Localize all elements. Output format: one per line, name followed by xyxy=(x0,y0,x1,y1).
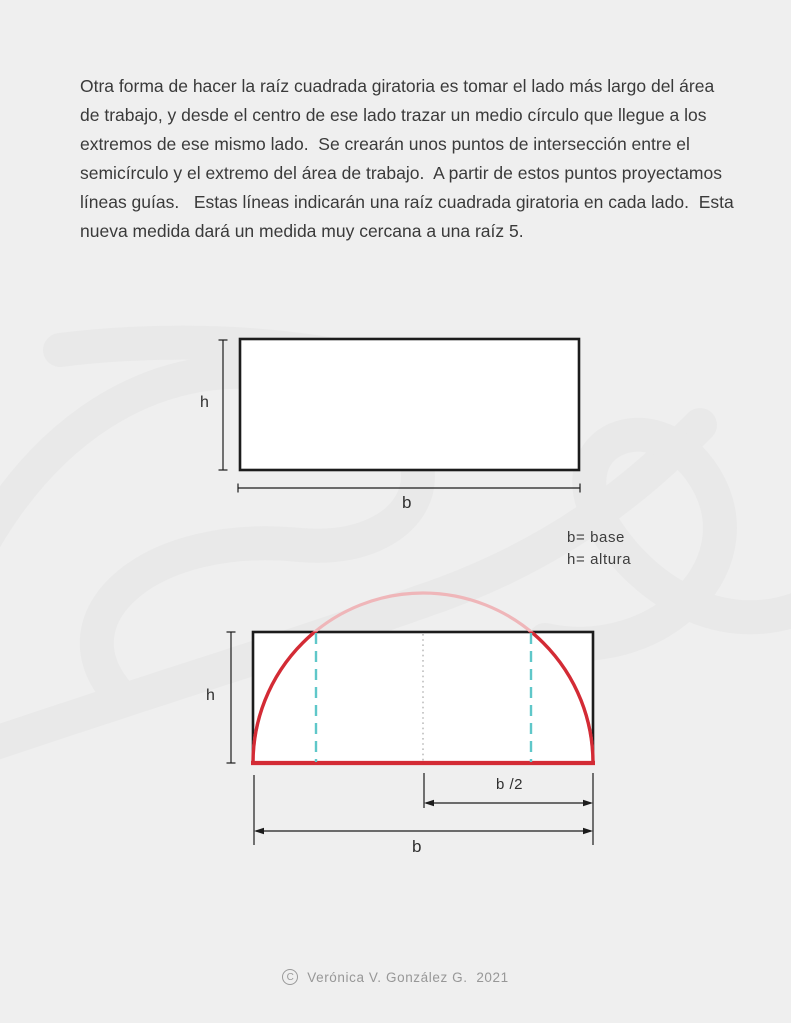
height-label-1: h xyxy=(200,394,210,411)
height-dimension-line xyxy=(219,340,228,470)
base-label-2: b xyxy=(412,837,422,856)
rectangle-diagram xyxy=(219,339,581,493)
half-base-dimension-line xyxy=(424,800,593,806)
copyright-icon: C xyxy=(282,969,298,985)
height-dimension-line-2 xyxy=(227,632,236,763)
legend-height: h= altura xyxy=(567,551,632,568)
height-label-2: h xyxy=(206,687,216,704)
legend xyxy=(567,527,631,571)
extension-lines xyxy=(254,773,593,845)
work-area-rectangle xyxy=(240,339,579,470)
legend-base: b= base xyxy=(567,529,625,546)
base-dimension-line xyxy=(238,484,580,493)
semicircle-diagram xyxy=(227,593,596,845)
base-label-1: b xyxy=(402,493,412,512)
footer xyxy=(0,969,791,985)
half-base-label: b /2 xyxy=(496,776,524,793)
base-dimension-line-2 xyxy=(254,828,593,834)
credit-text: Verónica V. González G. 2021 xyxy=(307,969,509,985)
intro-paragraph: Otra forma de hacer la raíz cuadrada giratoria es tomar el lado más largo del área de trabajo, y desde el centro de ese lado trazar un medio círculo que llegue a los extremos de ese mismo lado. Se crearán unos puntos de intersección entre el semicírculo y el extremo del área de trabajo. A partir de estos puntos proyectamos líneas guías. Estas líneas indicarán una raíz cuadrada giratoria en cada lado. Esta nueva medida dará un medida muy cercana a una raíz 5. xyxy=(80,76,739,241)
